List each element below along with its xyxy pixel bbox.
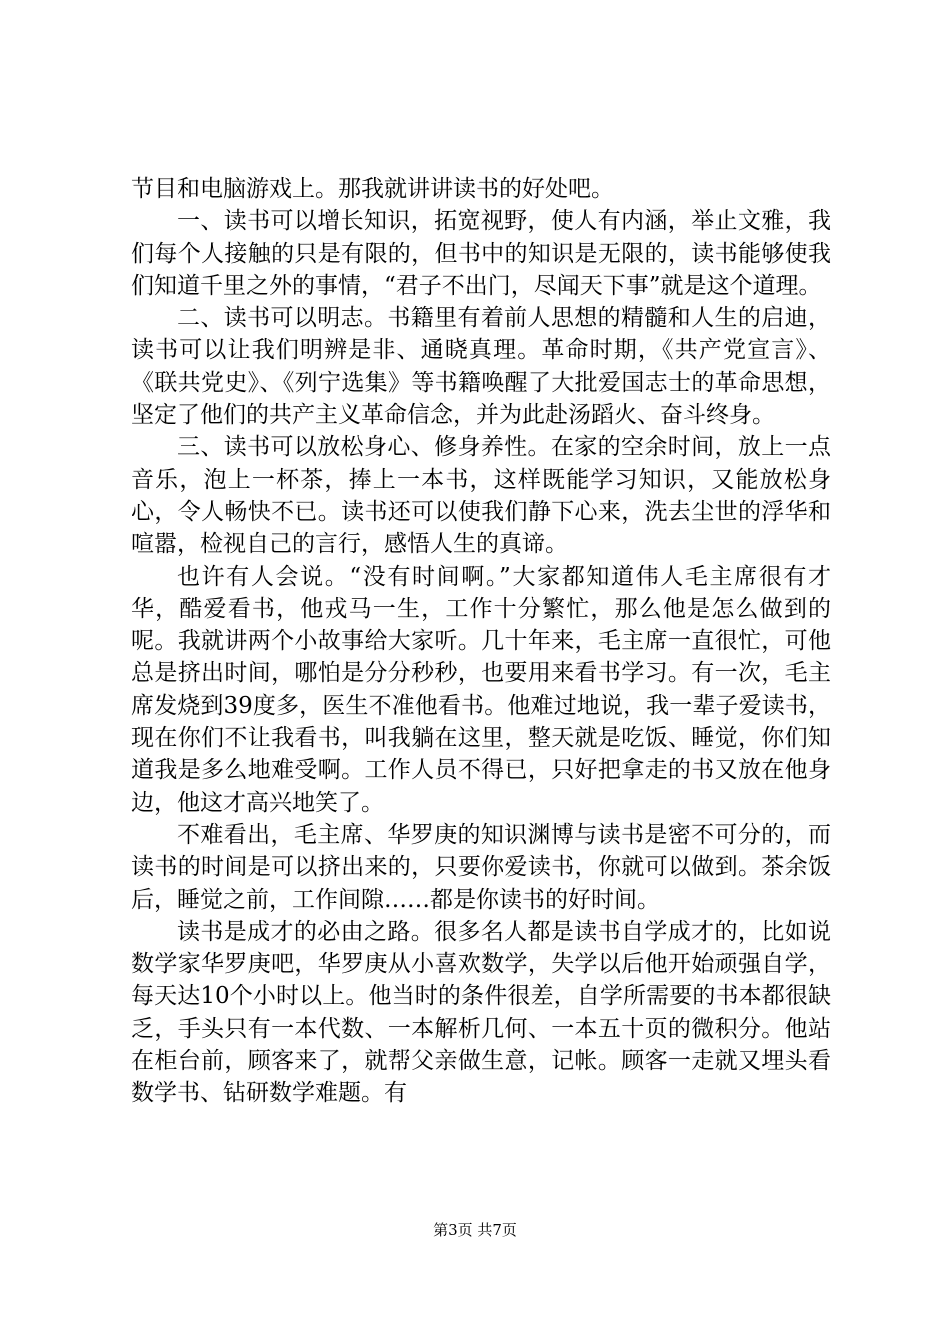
paragraph-relaxation: 三、读书可以放松身心、修身养性。在家的空余时间，放上一点音乐，泡上一杯茶，捧上一本书，这样既能学习知识，又能放松身心，令人畅快不已。读书还可以使我们静下心来，洗去尘世的浮华和喧嚣，检视自己的言行，感悟人生的真谛。: [131, 434, 831, 558]
paragraph-no-time: 也许有人会说。“没有时间啊。”大家都知道伟人毛主席很有才华，酷爱看书，他戎马一生，工作十分繁忙，那么他是怎么做到的呢。我就讲两个小故事给大家听。几十年来，毛主席一直很忙，可他总是挤出时间，哪怕是分分秒秒，也要用来看书学习。有一次，毛主席发烧到39度多，医生不准他看书。他难过地说，我一辈子爱读书，现在你们不让我看书，叫我躺在这里，整天就是吃饭、睡觉，你们知道我是多么地难受啊。工作人员不得已，只好把拿走的书又放在他身边，他这才高兴地笑了。: [131, 563, 831, 816]
paragraph-ambition: 二、读书可以明志。书籍里有着前人思想的精髓和人生的启迪，读书可以让我们明辨是非、通晓真理。革命时期，《共产党宣言》、《联共党史》、《列宁选集》等书籍唤醒了大批爱国志士的革命思想，坚定了他们的共产主义革命信念，并为此赴汤蹈火、奋斗终身。: [131, 305, 831, 429]
page-number-footer: 第3页 共7页: [433, 1221, 517, 1239]
document-body: [131, 173, 831, 1110]
paragraph-knowledge: 一、读书可以增长知识，拓宽视野，使人有内涵，举止文雅，我们每个人接触的只是有限的，但书中的知识是无限的，读书能够使我们知道千里之外的事情，“君子不出门，尽闻天下事”就是这个道理。: [131, 208, 831, 299]
paragraph-success: 读书是成才的必由之路。很多名人都是读书自学成才的，比如说数学家华罗庚吧，华罗庚从小喜欢数学，失学以后他开始顽强自学，每天达10个小时以上。他当时的条件很差，自学所需要的书本都很缺乏，手头只有一本代数、一本解析几何、一本五十页的微积分。他站在柜台前，顾客来了，就帮父亲做生意，记帐。顾客一走就又埋头看数学书、钻研数学难题。有: [131, 918, 831, 1107]
paragraph-conclusion: 不难看出，毛主席、华罗庚的知识渊博与读书是密不可分的，而读书的时间是可以挤出来的，只要你爱读书，你就可以做到。茶余饭后，睡觉之前，工作间隙……都是你读书的好时间。: [131, 821, 831, 913]
paragraph-continuation: 节目和电脑游戏上。那我就讲讲读书的好处吧。: [131, 176, 614, 202]
